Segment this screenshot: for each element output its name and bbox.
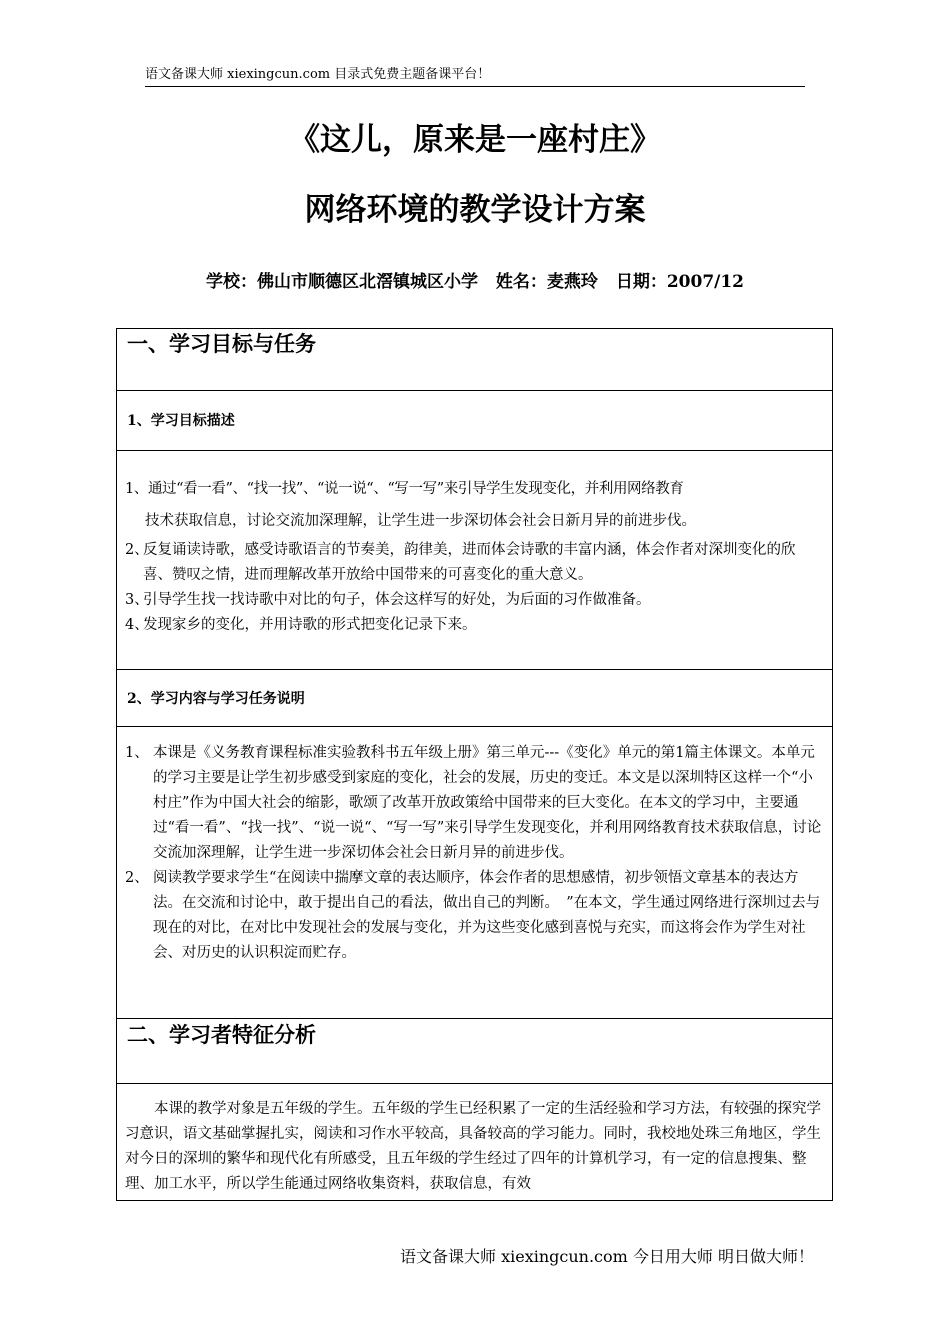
name-label: 姓名：麦燕玲: [495, 272, 598, 292]
goal-3-number: 3、: [125, 592, 149, 608]
page-footer: 语文备课大师 xiexingcun.com 今日用大师 明日做大师！: [400, 1247, 814, 1266]
task-2-number: 2、: [125, 870, 149, 886]
document-subtitle: 网络环境的教学设计方案: [304, 192, 646, 228]
goal-1-number: 1、: [125, 481, 148, 497]
sub2-heading-row: [117, 670, 832, 727]
learner-analysis-paragraph: 本课的教学对象是五年级的学生。五年级的学生已经积累了一定的生活经验和学习方法，有较强的探究学习意识，语文基础掌握扎实，阅读和习作水平较高，具备较高的学习能力。同时，我校地处珠三角地区，学生对今日的深圳的繁华和现代化有所感受，且五年级的学生经过了四年的计算机学习，有一定的信息搜集、整理、加工水平，所以学生能通过网络收集资料，获取信息，有效: [125, 1101, 821, 1192]
goal-4-number: 4、: [125, 617, 149, 633]
goal-item-1: [117, 476, 832, 534]
goal-item-3: [117, 588, 832, 613]
goal-2-text: 反复诵读诗歌，感受诗歌语言的节奏美，韵律美，进而体会诗歌的丰富内涵，体会作者对深圳变化的欣喜、赞叹之情，进而理解改革开放给中国带来的可喜变化的重大意义。: [143, 542, 796, 583]
sub1-heading-row: [117, 391, 832, 451]
section1-heading: 一、学习目标与任务: [127, 331, 316, 356]
goal-item-2: [117, 538, 832, 588]
task-item-1: [117, 741, 832, 866]
page-header: 语文备课大师 xiexingcun.com 目录式免费主题备课平台！: [145, 66, 805, 87]
section2-heading-row: [117, 1019, 832, 1084]
sub1-heading: 1、学习目标描述: [127, 413, 235, 429]
goal-1-line2: 技术获取信息，讨论交流加深理解，让学生进一步深切体会社会日新月异的前进步伐。: [145, 513, 696, 529]
plan-table: [116, 328, 833, 1201]
section2-heading: 二、学习者特征分析: [127, 1022, 316, 1047]
task-1-text: 本课是《义务教育课程标准实验教科书五年级上册》第三单元---《变化》单元的第1篇主体课文。本单元的学习主要是让学生初步感受到家庭的变化，社会的发展，历史的变迁。本文是以深圳特区这样一个“小村庄”作为中国大社会的缩影，歌颂了改革开放政策给中国带来的巨大变化。在本文的学习中，主要通过“看一看”、“找一找”、“说一说“、“写一写”来引导学生发现变化，并利用网络教育技术获取信息，讨论交流加深理解，让学生进一步深切体会社会日新月异的前进步伐。: [153, 745, 822, 861]
task-1-number: 1、: [125, 745, 149, 761]
goal-4-text: 发现家乡的变化，并用诗歌的形式把变化记录下来。: [143, 617, 477, 633]
section2-content-row: [117, 1084, 832, 1202]
goal-1-line1: 通过“看一看”、“找一找”、“说一说“、“写一写”来引导学生发现变化，并利用网络教育: [147, 481, 684, 497]
goal-3-text: 引导学生找一找诗歌中对比的句子，体会这样写的好处，为后面的习作做准备。: [143, 592, 651, 608]
document-title: 《这儿，原来是一座村庄》: [289, 122, 661, 158]
section1-heading-row: [117, 329, 832, 391]
task-item-2: [117, 866, 832, 966]
sub2-heading: 2、学习内容与学习任务说明: [127, 691, 305, 707]
author-meta: [0, 267, 950, 292]
date-label: 日期：2007/12: [615, 272, 745, 292]
sub2-content-row: [117, 727, 832, 1019]
goal-2-number: 2、: [125, 542, 149, 558]
goal-item-4: [117, 613, 832, 638]
task-2-text: 阅读教学要求学生“在阅读中揣摩文章的表达顺序，体会作者的思想感情，初步领悟文章基本的表达方法。在交流和讨论中，敢于提出自己的看法，做出自己的判断。 ”在本文，学生通过网络进行深圳过去与现在的对比，在对比中发现社会的发展与变化，并为这些变化感到喜悦与充实，而这将会作为学生对社会、对历史的认识积淀而贮存。: [153, 870, 821, 961]
school-label: 学校：佛山市顺德区北滘镇城区小学: [205, 272, 478, 292]
sub1-content-row: [117, 451, 832, 670]
